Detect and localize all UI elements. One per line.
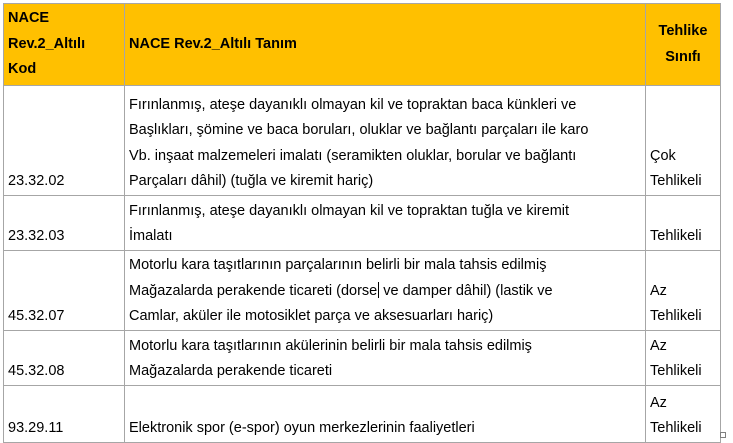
header-hazard-class-line: Tehlike (658, 22, 708, 39)
description-line: Parçaları dâhil) (tuğla ve kiremit hariç) (129, 173, 374, 190)
description-line: Fırınlanmış, ateşe dayanıklı olmayan kil ve topraktan baca künkleri ve (129, 96, 577, 113)
header-row (4, 4, 721, 86)
nace-hazard-table (3, 3, 721, 443)
description-cell[interactable] (125, 386, 646, 443)
description-line: İmalatı (129, 228, 173, 245)
table-row (4, 86, 721, 196)
table-resize-handle[interactable] (720, 432, 726, 438)
description-segment: ve damper dâhil) (lastik ve (379, 282, 553, 299)
description-cell[interactable] (125, 196, 646, 251)
hazard-class-cell[interactable] (646, 86, 721, 196)
description-cell[interactable] (125, 251, 646, 331)
description-line: Başlıkları, şömine ve baca boruları, oluklar ve bağlantı parçaları ile karo (129, 122, 589, 139)
description-line: Fırınlanmış, ateşe dayanıklı olmayan kil ve topraktan tuğla ve kiremit (129, 202, 570, 219)
table-row (4, 196, 721, 251)
description-line: Motorlu kara taşıtlarının akülerinin belirli bir mala tahsis edilmiş (129, 337, 532, 354)
table-row (4, 331, 721, 386)
description-line: Vb. inşaat malzemeleri imalatı (seramikten oluklar, borular ve bağlantı (129, 147, 577, 164)
header-description[interactable] (125, 4, 646, 86)
hazard-class-cell[interactable] (646, 331, 721, 386)
hazard-class-line: Tehlikeli (650, 308, 702, 325)
hazard-class-cell[interactable] (646, 196, 721, 251)
header-hazard-class-line: Sınıfı (665, 48, 701, 65)
hazard-class-line: Tehlikeli (650, 363, 702, 380)
description-line: Mağazalarda perakende ticareti (129, 363, 333, 380)
hazard-class-line: Az (650, 282, 667, 299)
description-line: Motorlu kara taşıtlarının parçalarının belirli bir mala tahsis edilmiş (129, 257, 547, 274)
description-segment: Mağazalarda perakende ticareti (dorse (129, 282, 378, 299)
header-description-text: NACE Rev.2_Altılı Tanım (129, 35, 297, 52)
hazard-class-line: Tehlikeli (650, 228, 702, 245)
hazard-class-line: Tehlikeli (650, 173, 702, 190)
description-cell[interactable] (125, 331, 646, 386)
hazard-class-line: Tehlikeli (650, 420, 702, 437)
hazard-class-cell[interactable] (646, 251, 721, 331)
header-code-line: Kod (8, 61, 37, 78)
hazard-class-line: Az (650, 337, 667, 354)
description-line: Camlar, aküler ile motosiklet parça ve aksesuarları hariç) (129, 308, 494, 325)
code-cell[interactable]: 23.32.02 (4, 86, 125, 196)
code-cell[interactable]: 93.29.11 (4, 386, 125, 443)
description-cell[interactable] (125, 86, 646, 196)
code-cell[interactable]: 45.32.08 (4, 331, 125, 386)
header-code-line: Rev.2_Altılı (8, 35, 86, 52)
header-hazard-class[interactable] (646, 4, 721, 86)
description-line: Elektronik spor (e-spor) oyun merkezlerinin faaliyetleri (129, 420, 475, 437)
table-row (4, 251, 721, 331)
hazard-class-cell[interactable] (646, 386, 721, 443)
table-row (4, 386, 721, 443)
header-code[interactable] (4, 4, 125, 86)
hazard-class-line: Çok (650, 147, 676, 164)
code-cell[interactable]: 45.32.07 (4, 251, 125, 331)
header-code-line: NACE (8, 10, 50, 27)
hazard-class-line: Az (650, 394, 667, 411)
code-cell[interactable]: 23.32.03 (4, 196, 125, 251)
description-line (129, 279, 641, 305)
